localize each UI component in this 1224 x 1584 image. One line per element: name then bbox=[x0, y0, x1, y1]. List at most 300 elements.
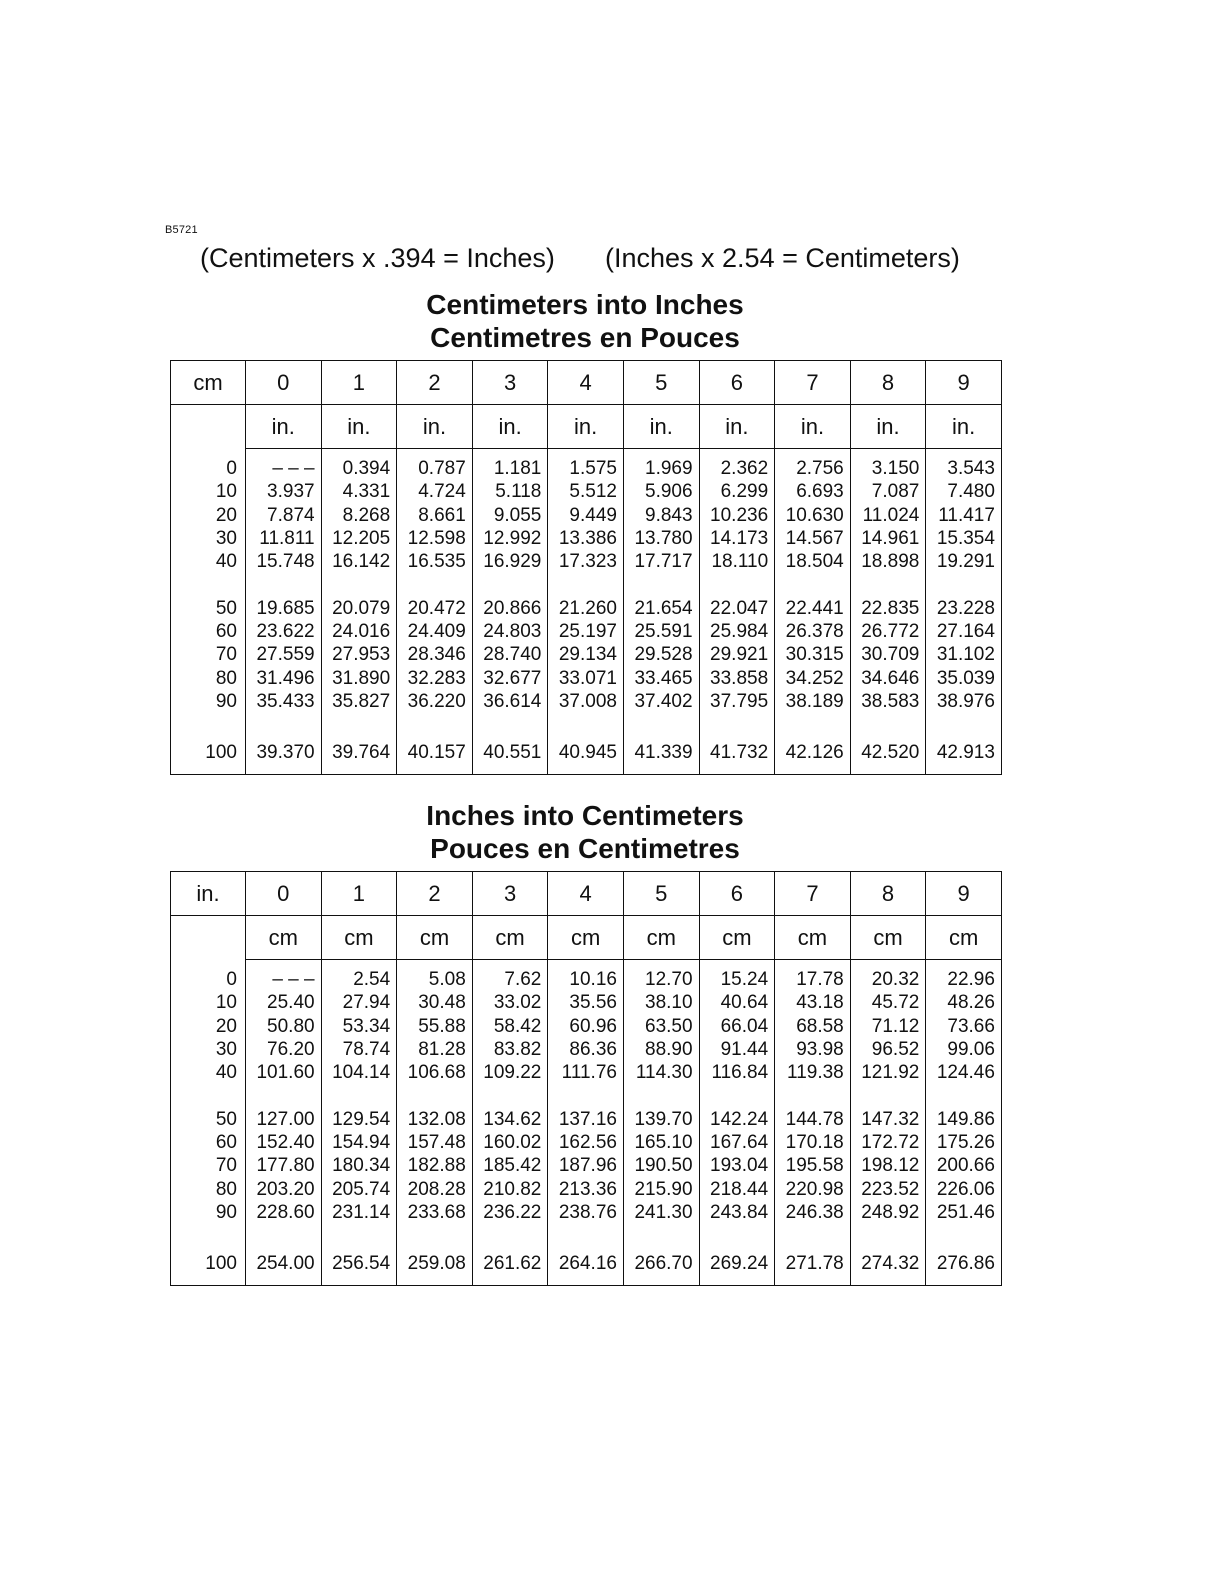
value-cell: 24.409 bbox=[397, 620, 473, 643]
row-label: 10 bbox=[171, 480, 246, 503]
value-cell: 264.16 bbox=[548, 1224, 624, 1286]
value-cell: 35.039 bbox=[926, 666, 1002, 689]
value-cell: 243.84 bbox=[699, 1201, 775, 1224]
value-cell: 6.299 bbox=[699, 480, 775, 503]
value-cell: 248.92 bbox=[850, 1201, 926, 1224]
table-row bbox=[171, 504, 1002, 527]
value-cell: 34.252 bbox=[775, 666, 851, 689]
value-cell: 259.08 bbox=[397, 1224, 473, 1286]
value-cell: 266.70 bbox=[623, 1224, 699, 1286]
row-label: 70 bbox=[171, 1154, 246, 1177]
value-cell: 1.969 bbox=[623, 449, 699, 481]
value-cell: 33.02 bbox=[472, 991, 548, 1014]
digit-header-row bbox=[171, 361, 1002, 405]
value-cell: 37.008 bbox=[548, 690, 624, 713]
value-cell: 223.52 bbox=[850, 1177, 926, 1200]
value-cell: 31.496 bbox=[246, 666, 322, 689]
value-cell: 106.68 bbox=[397, 1061, 473, 1084]
value-cell: 35.433 bbox=[246, 690, 322, 713]
value-cell: 39.370 bbox=[246, 713, 322, 775]
value-cell: 205.74 bbox=[321, 1177, 397, 1200]
value-cell: 30.315 bbox=[775, 643, 851, 666]
row-label: 50 bbox=[171, 573, 246, 619]
table-row bbox=[171, 960, 1002, 992]
table-row bbox=[171, 1084, 1002, 1130]
value-cell: 261.62 bbox=[472, 1224, 548, 1286]
digit-header: 0 bbox=[246, 361, 322, 405]
value-cell: 11.024 bbox=[850, 504, 926, 527]
value-cell: 116.84 bbox=[699, 1061, 775, 1084]
title-english: Centimeters into Inches bbox=[426, 289, 744, 320]
value-cell: 22.835 bbox=[850, 573, 926, 619]
row-label: 90 bbox=[171, 1201, 246, 1224]
value-cell: 20.472 bbox=[397, 573, 473, 619]
value-cell: 25.591 bbox=[623, 620, 699, 643]
value-cell: 154.94 bbox=[321, 1131, 397, 1154]
value-cell: 213.36 bbox=[548, 1177, 624, 1200]
value-cell: 38.189 bbox=[775, 690, 851, 713]
value-cell: 15.748 bbox=[246, 550, 322, 573]
value-cell: 101.60 bbox=[246, 1061, 322, 1084]
unit-header-row bbox=[171, 405, 1002, 449]
digit-header: 1 bbox=[321, 361, 397, 405]
value-cell: 27.94 bbox=[321, 991, 397, 1014]
value-cell: 9.449 bbox=[548, 504, 624, 527]
value-cell: 39.764 bbox=[321, 713, 397, 775]
value-cell: 58.42 bbox=[472, 1015, 548, 1038]
value-cell: 63.50 bbox=[623, 1015, 699, 1038]
row-label: 40 bbox=[171, 1061, 246, 1084]
unit-header: cm bbox=[775, 916, 851, 960]
value-cell: 127.00 bbox=[246, 1084, 322, 1130]
table-row bbox=[171, 480, 1002, 503]
table-row bbox=[171, 1038, 1002, 1061]
value-cell: 104.14 bbox=[321, 1061, 397, 1084]
value-cell: 66.04 bbox=[699, 1015, 775, 1038]
value-cell: 40.64 bbox=[699, 991, 775, 1014]
value-cell: 1.575 bbox=[548, 449, 624, 481]
digit-header: 6 bbox=[699, 872, 775, 916]
value-cell: 220.98 bbox=[775, 1177, 851, 1200]
value-cell: 4.331 bbox=[321, 480, 397, 503]
value-cell: 147.32 bbox=[850, 1084, 926, 1130]
value-cell: 8.268 bbox=[321, 504, 397, 527]
value-cell: 195.58 bbox=[775, 1154, 851, 1177]
value-cell: 3.543 bbox=[926, 449, 1002, 481]
value-cell: 20.32 bbox=[850, 960, 926, 992]
value-cell: 21.260 bbox=[548, 573, 624, 619]
unit-header: in. bbox=[321, 405, 397, 449]
row-label: 80 bbox=[171, 666, 246, 689]
value-cell: 21.654 bbox=[623, 573, 699, 619]
value-cell: 35.827 bbox=[321, 690, 397, 713]
title-english: Inches into Centimeters bbox=[426, 800, 744, 831]
row-label: 100 bbox=[171, 1224, 246, 1286]
value-cell: 121.92 bbox=[850, 1061, 926, 1084]
unit-header: in. bbox=[850, 405, 926, 449]
unit-header: cm bbox=[548, 916, 624, 960]
value-cell: 182.88 bbox=[397, 1154, 473, 1177]
value-cell: 10.16 bbox=[548, 960, 624, 992]
digit-header: 2 bbox=[397, 872, 473, 916]
value-cell: 19.685 bbox=[246, 573, 322, 619]
value-cell: 152.40 bbox=[246, 1131, 322, 1154]
unit-header: cm bbox=[397, 916, 473, 960]
table-row bbox=[171, 666, 1002, 689]
value-cell: 38.976 bbox=[926, 690, 1002, 713]
value-cell: 233.68 bbox=[397, 1201, 473, 1224]
table-title-cm-to-in bbox=[0, 288, 1170, 354]
digit-header: 3 bbox=[472, 361, 548, 405]
formula-cm-to-in: (Centimeters x .394 = Inches) bbox=[200, 243, 555, 273]
value-cell: 81.28 bbox=[397, 1038, 473, 1061]
row-label: 60 bbox=[171, 620, 246, 643]
value-cell: 12.70 bbox=[623, 960, 699, 992]
unit-header: cm bbox=[850, 916, 926, 960]
row-label: 30 bbox=[171, 1038, 246, 1061]
value-cell: 149.86 bbox=[926, 1084, 1002, 1130]
value-cell: 91.44 bbox=[699, 1038, 775, 1061]
value-cell: 22.047 bbox=[699, 573, 775, 619]
value-cell: 269.24 bbox=[699, 1224, 775, 1286]
value-cell: 119.38 bbox=[775, 1061, 851, 1084]
unit-header: in. bbox=[246, 405, 322, 449]
value-cell: 132.08 bbox=[397, 1084, 473, 1130]
value-cell: 19.291 bbox=[926, 550, 1002, 573]
value-cell: 38.10 bbox=[623, 991, 699, 1014]
value-cell: 36.220 bbox=[397, 690, 473, 713]
value-cell: 9.055 bbox=[472, 504, 548, 527]
value-cell: 134.62 bbox=[472, 1084, 548, 1130]
value-cell: 3.937 bbox=[246, 480, 322, 503]
title-french: Pouces en Centimetres bbox=[430, 833, 740, 864]
unit-header: cm bbox=[246, 916, 322, 960]
document-code: B5721 bbox=[165, 224, 198, 236]
value-cell: 27.559 bbox=[246, 643, 322, 666]
digit-header-row bbox=[171, 872, 1002, 916]
row-label: 20 bbox=[171, 504, 246, 527]
value-cell: 11.417 bbox=[926, 504, 1002, 527]
value-cell: 42.913 bbox=[926, 713, 1002, 775]
value-cell: 0.394 bbox=[321, 449, 397, 481]
table-row bbox=[171, 449, 1002, 481]
value-cell: 17.717 bbox=[623, 550, 699, 573]
table-row bbox=[171, 550, 1002, 573]
unit-header: cm bbox=[321, 916, 397, 960]
value-cell: 142.24 bbox=[699, 1084, 775, 1130]
value-cell: 254.00 bbox=[246, 1224, 322, 1286]
title-french: Centimetres en Pouces bbox=[430, 322, 740, 353]
value-cell: 137.16 bbox=[548, 1084, 624, 1130]
value-cell: 2.54 bbox=[321, 960, 397, 992]
value-cell: 22.441 bbox=[775, 573, 851, 619]
value-cell: 76.20 bbox=[246, 1038, 322, 1061]
value-cell: 23.622 bbox=[246, 620, 322, 643]
table-row bbox=[171, 527, 1002, 550]
value-cell: 32.677 bbox=[472, 666, 548, 689]
table-row bbox=[171, 1177, 1002, 1200]
value-cell: 14.961 bbox=[850, 527, 926, 550]
value-cell: 28.740 bbox=[472, 643, 548, 666]
unit-header-row bbox=[171, 916, 1002, 960]
value-cell: 162.56 bbox=[548, 1131, 624, 1154]
digit-header: 7 bbox=[775, 361, 851, 405]
value-cell: 30.709 bbox=[850, 643, 926, 666]
value-cell: 226.06 bbox=[926, 1177, 1002, 1200]
value-cell: 41.339 bbox=[623, 713, 699, 775]
digit-header: 6 bbox=[699, 361, 775, 405]
digit-header: 8 bbox=[850, 361, 926, 405]
row-label: 70 bbox=[171, 643, 246, 666]
unit-header: in. bbox=[548, 405, 624, 449]
value-cell: 40.945 bbox=[548, 713, 624, 775]
row-label: 90 bbox=[171, 690, 246, 713]
value-cell: 111.76 bbox=[548, 1061, 624, 1084]
value-cell: 12.205 bbox=[321, 527, 397, 550]
value-cell: 241.30 bbox=[623, 1201, 699, 1224]
value-cell: 208.28 bbox=[397, 1177, 473, 1200]
value-cell: 35.56 bbox=[548, 991, 624, 1014]
row-label: 0 bbox=[171, 449, 246, 481]
digit-header: 4 bbox=[548, 872, 624, 916]
value-cell: – – – bbox=[246, 449, 322, 481]
value-cell: 16.142 bbox=[321, 550, 397, 573]
value-cell: 88.90 bbox=[623, 1038, 699, 1061]
value-cell: 218.44 bbox=[699, 1177, 775, 1200]
unit-header: cm bbox=[699, 916, 775, 960]
digit-header: 5 bbox=[623, 361, 699, 405]
value-cell: 86.36 bbox=[548, 1038, 624, 1061]
value-cell: 29.921 bbox=[699, 643, 775, 666]
value-cell: 172.72 bbox=[850, 1131, 926, 1154]
value-cell: 5.906 bbox=[623, 480, 699, 503]
value-cell: 32.283 bbox=[397, 666, 473, 689]
value-cell: 180.34 bbox=[321, 1154, 397, 1177]
value-cell: 5.118 bbox=[472, 480, 548, 503]
digit-header: 9 bbox=[926, 361, 1002, 405]
value-cell: 27.164 bbox=[926, 620, 1002, 643]
value-cell: 14.567 bbox=[775, 527, 851, 550]
digit-header: 7 bbox=[775, 872, 851, 916]
value-cell: 33.858 bbox=[699, 666, 775, 689]
table-row bbox=[171, 573, 1002, 619]
unit-header: in. bbox=[472, 405, 548, 449]
value-cell: 25.197 bbox=[548, 620, 624, 643]
value-cell: 12.992 bbox=[472, 527, 548, 550]
value-cell: 9.843 bbox=[623, 504, 699, 527]
value-cell: 10.630 bbox=[775, 504, 851, 527]
digit-header: 8 bbox=[850, 872, 926, 916]
value-cell: 24.016 bbox=[321, 620, 397, 643]
table-row bbox=[171, 690, 1002, 713]
value-cell: 29.134 bbox=[548, 643, 624, 666]
value-cell: 1.181 bbox=[472, 449, 548, 481]
row-label: 0 bbox=[171, 960, 246, 992]
value-cell: 0.787 bbox=[397, 449, 473, 481]
value-cell: 124.46 bbox=[926, 1061, 1002, 1084]
value-cell: 68.58 bbox=[775, 1015, 851, 1038]
value-cell: 109.22 bbox=[472, 1061, 548, 1084]
value-cell: 236.22 bbox=[472, 1201, 548, 1224]
value-cell: 246.38 bbox=[775, 1201, 851, 1224]
value-cell: 99.06 bbox=[926, 1038, 1002, 1061]
value-cell: 37.402 bbox=[623, 690, 699, 713]
value-cell: 78.74 bbox=[321, 1038, 397, 1061]
value-cell: 25.984 bbox=[699, 620, 775, 643]
table-row bbox=[171, 643, 1002, 666]
value-cell: 50.80 bbox=[246, 1015, 322, 1038]
blank-cell bbox=[171, 405, 246, 449]
table-row bbox=[171, 620, 1002, 643]
unit-header: in. bbox=[699, 405, 775, 449]
value-cell: 15.354 bbox=[926, 527, 1002, 550]
value-cell: 93.98 bbox=[775, 1038, 851, 1061]
value-cell: 157.48 bbox=[397, 1131, 473, 1154]
value-cell: 42.520 bbox=[850, 713, 926, 775]
value-cell: 12.598 bbox=[397, 527, 473, 550]
value-cell: 36.614 bbox=[472, 690, 548, 713]
formula-in-to-cm: (Inches x 2.54 = Centimeters) bbox=[605, 243, 960, 273]
value-cell: 3.150 bbox=[850, 449, 926, 481]
value-cell: 20.079 bbox=[321, 573, 397, 619]
value-cell: 13.386 bbox=[548, 527, 624, 550]
value-cell: 185.42 bbox=[472, 1154, 548, 1177]
value-cell: 187.96 bbox=[548, 1154, 624, 1177]
value-cell: 16.535 bbox=[397, 550, 473, 573]
value-cell: 25.40 bbox=[246, 991, 322, 1014]
table-row bbox=[171, 1201, 1002, 1224]
value-cell: 15.24 bbox=[699, 960, 775, 992]
digit-header: 4 bbox=[548, 361, 624, 405]
value-cell: 6.693 bbox=[775, 480, 851, 503]
digit-header: 0 bbox=[246, 872, 322, 916]
value-cell: 215.90 bbox=[623, 1177, 699, 1200]
unit-header: in. bbox=[623, 405, 699, 449]
row-label: 40 bbox=[171, 550, 246, 573]
value-cell: 18.504 bbox=[775, 550, 851, 573]
value-cell: 193.04 bbox=[699, 1154, 775, 1177]
unit-header: in. bbox=[926, 405, 1002, 449]
unit-header: in. bbox=[775, 405, 851, 449]
value-cell: 144.78 bbox=[775, 1084, 851, 1130]
value-cell: 198.12 bbox=[850, 1154, 926, 1177]
value-cell: 7.087 bbox=[850, 480, 926, 503]
row-label: 20 bbox=[171, 1015, 246, 1038]
value-cell: – – – bbox=[246, 960, 322, 992]
value-cell: 139.70 bbox=[623, 1084, 699, 1130]
value-cell: 5.08 bbox=[397, 960, 473, 992]
value-cell: 20.866 bbox=[472, 573, 548, 619]
value-cell: 53.34 bbox=[321, 1015, 397, 1038]
row-label: 10 bbox=[171, 991, 246, 1014]
value-cell: 31.102 bbox=[926, 643, 1002, 666]
value-cell: 37.795 bbox=[699, 690, 775, 713]
table-row bbox=[171, 1061, 1002, 1084]
value-cell: 23.228 bbox=[926, 573, 1002, 619]
digit-header: 9 bbox=[926, 872, 1002, 916]
value-cell: 175.26 bbox=[926, 1131, 1002, 1154]
value-cell: 7.62 bbox=[472, 960, 548, 992]
value-cell: 2.362 bbox=[699, 449, 775, 481]
value-cell: 8.661 bbox=[397, 504, 473, 527]
value-cell: 38.583 bbox=[850, 690, 926, 713]
value-cell: 274.32 bbox=[850, 1224, 926, 1286]
value-cell: 24.803 bbox=[472, 620, 548, 643]
value-cell: 48.26 bbox=[926, 991, 1002, 1014]
value-cell: 7.874 bbox=[246, 504, 322, 527]
value-cell: 31.890 bbox=[321, 666, 397, 689]
value-cell: 167.64 bbox=[699, 1131, 775, 1154]
row-label: 100 bbox=[171, 713, 246, 775]
value-cell: 11.811 bbox=[246, 527, 322, 550]
value-cell: 83.82 bbox=[472, 1038, 548, 1061]
value-cell: 14.173 bbox=[699, 527, 775, 550]
table-row bbox=[171, 1224, 1002, 1286]
value-cell: 30.48 bbox=[397, 991, 473, 1014]
value-cell: 43.18 bbox=[775, 991, 851, 1014]
value-cell: 26.378 bbox=[775, 620, 851, 643]
table-row bbox=[171, 713, 1002, 775]
row-label: 80 bbox=[171, 1177, 246, 1200]
value-cell: 203.20 bbox=[246, 1177, 322, 1200]
cm-to-inches-table bbox=[170, 360, 1002, 775]
value-cell: 200.66 bbox=[926, 1154, 1002, 1177]
table-row bbox=[171, 1131, 1002, 1154]
value-cell: 45.72 bbox=[850, 991, 926, 1014]
value-cell: 10.236 bbox=[699, 504, 775, 527]
value-cell: 13.780 bbox=[623, 527, 699, 550]
table-row bbox=[171, 1015, 1002, 1038]
value-cell: 73.66 bbox=[926, 1015, 1002, 1038]
row-label: 60 bbox=[171, 1131, 246, 1154]
value-cell: 60.96 bbox=[548, 1015, 624, 1038]
value-cell: 231.14 bbox=[321, 1201, 397, 1224]
value-cell: 96.52 bbox=[850, 1038, 926, 1061]
digit-header: 5 bbox=[623, 872, 699, 916]
value-cell: 33.071 bbox=[548, 666, 624, 689]
value-cell: 238.76 bbox=[548, 1201, 624, 1224]
value-cell: 40.551 bbox=[472, 713, 548, 775]
value-cell: 160.02 bbox=[472, 1131, 548, 1154]
conversion-formulas bbox=[200, 243, 980, 274]
value-cell: 251.46 bbox=[926, 1201, 1002, 1224]
value-cell: 114.30 bbox=[623, 1061, 699, 1084]
unit-header: cm bbox=[623, 916, 699, 960]
value-cell: 55.88 bbox=[397, 1015, 473, 1038]
value-cell: 22.96 bbox=[926, 960, 1002, 992]
unit-header: cm bbox=[926, 916, 1002, 960]
corner-label: cm bbox=[171, 361, 246, 405]
value-cell: 33.465 bbox=[623, 666, 699, 689]
digit-header: 3 bbox=[472, 872, 548, 916]
value-cell: 29.528 bbox=[623, 643, 699, 666]
value-cell: 190.50 bbox=[623, 1154, 699, 1177]
value-cell: 210.82 bbox=[472, 1177, 548, 1200]
value-cell: 177.80 bbox=[246, 1154, 322, 1177]
value-cell: 16.929 bbox=[472, 550, 548, 573]
value-cell: 256.54 bbox=[321, 1224, 397, 1286]
value-cell: 165.10 bbox=[623, 1131, 699, 1154]
value-cell: 17.323 bbox=[548, 550, 624, 573]
value-cell: 42.126 bbox=[775, 713, 851, 775]
table-row bbox=[171, 991, 1002, 1014]
row-label: 50 bbox=[171, 1084, 246, 1130]
value-cell: 17.78 bbox=[775, 960, 851, 992]
value-cell: 26.772 bbox=[850, 620, 926, 643]
value-cell: 170.18 bbox=[775, 1131, 851, 1154]
value-cell: 71.12 bbox=[850, 1015, 926, 1038]
value-cell: 41.732 bbox=[699, 713, 775, 775]
